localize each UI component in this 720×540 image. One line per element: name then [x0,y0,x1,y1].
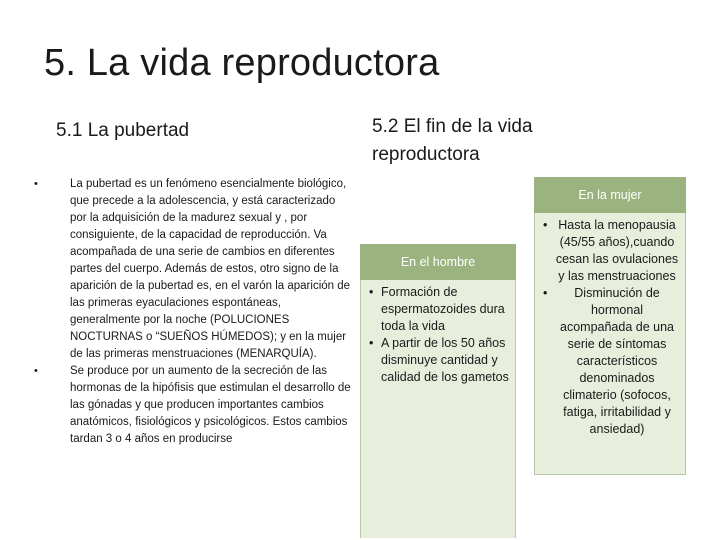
bullet-icon: • [34,178,38,190]
mujer-item-text: Hasta la menopausia (45/55 años),cuando cesan las ovulaciones y las menstruaciones [555,218,679,283]
list-item [34,176,352,363]
bullet-text: La pubertad es un fenómeno esencialmente biológico, que precede a la adolescencia, y está caracterizado por la adquisición de la madurez sexual y , por consiguiente, de la capacidad de reproducción. Va acompañada de una serie de cambios en diferentes partes del cuerpo. Además de estos, otro signo de la aparición de la pubertad es, en el varón la aparición de las primeras eyaculaciones espontáneas, generalmente por la noche (POLUCIONES NOCTURNAS o “SUEÑOS HÚMEDOS); y en la mujer de las primeras menstruaciones (MENARQUÍA). [70,178,351,360]
list-item [369,284,509,335]
hombre-box-header: En el hombre [360,244,516,280]
mujer-box-body [534,213,686,475]
heading-pubertad: 5.1 La pubertad [56,120,190,141]
mujer-list [535,213,685,438]
bullet-icon: • [543,286,548,300]
list-item [543,217,679,285]
heading-fin-vida-reproductora: 5.2 El fin de la vida reproductora [372,116,533,165]
hombre-item-text: Formación de espermatozoides dura toda la vida [381,285,505,333]
mujer-box-header: En la mujer [534,177,686,213]
hombre-item-text: A partir de los 50 años disminuye cantidad y calidad de los gametos [381,336,509,384]
mujer-item-text: Disminución de hormonal acompañada de una serie de síntomas característicos denominados climaterio (sofocos, fatiga, irritabilidad y ansiedad) [560,286,674,436]
bullet-text: Se produce por un aumento de la secreción de las hormonas de la hipófisis que estimulan el desarrollo de las gónadas y que producen importantes cambios anatómicos, fisiológicos y psicológicos. Estos cambios tardan 3 o 4 años en producirse [70,365,351,445]
list-item [543,285,679,438]
list-item [369,335,509,386]
bullet-icon: • [34,365,38,377]
hombre-list [361,280,515,386]
slide-title: 5. La vida reproductora [44,42,440,84]
list-item [34,363,352,448]
bullet-icon: • [543,218,548,232]
hombre-box-body [360,280,516,538]
bullet-icon: • [369,285,374,299]
pubertad-bullet-list [34,176,352,448]
bullet-icon: • [369,336,374,350]
